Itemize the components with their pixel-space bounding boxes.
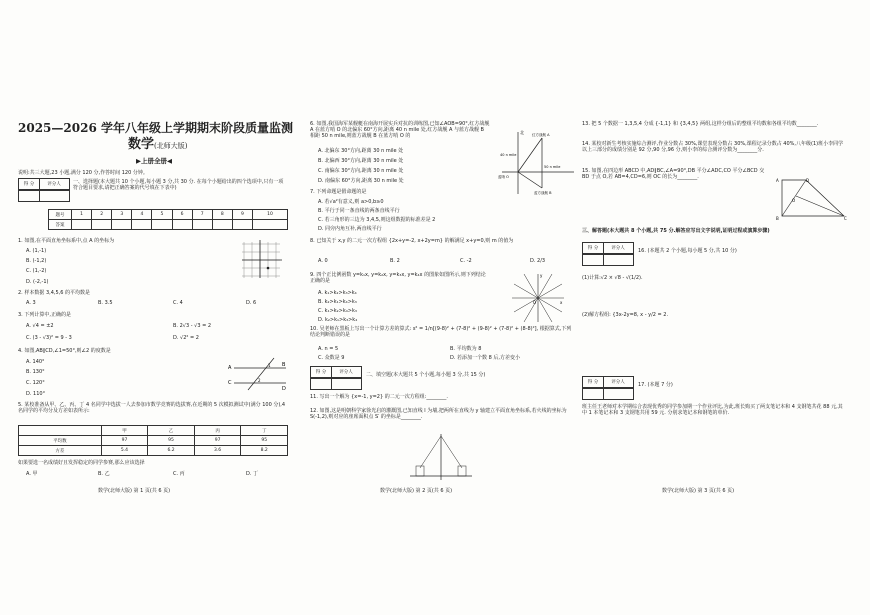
q2-option-b: B. 3.5 — [98, 300, 113, 306]
question-11: 11. 写出一个解为 {x=-1, y=2} 的二元一次方程组:________. — [310, 394, 448, 400]
fig-x-axis: x — [560, 300, 563, 305]
reviewer-label: 评分人 — [47, 182, 61, 187]
q5-option-d: D. 丁 — [246, 471, 259, 477]
fig-label-d: D — [282, 386, 286, 392]
table-row — [19, 436, 288, 446]
q4-option-c: C. 120° — [26, 380, 45, 386]
q7-option-b: B. 平行于同一条直线的两条直线平行 — [318, 208, 400, 214]
score-box-blank — [310, 377, 362, 390]
q1-option-a: A. (1,-1) — [26, 248, 47, 254]
fig-label-c: C — [228, 380, 232, 386]
answer-cell-8[interactable] — [212, 220, 232, 230]
page-1 — [18, 0, 293, 615]
table-cell: 5 — [152, 210, 172, 220]
score-label: 得 分 — [583, 243, 604, 254]
q5-score-table — [18, 425, 288, 456]
q10-option-d: D. 若添加一个数 8 后,方差变小 — [450, 355, 520, 361]
fig-o: O — [792, 198, 796, 203]
q8-option-b: B. 2 — [390, 258, 400, 264]
q1-option-c: C. (1,-2) — [26, 268, 47, 274]
section-1-heading: 一、选择题(本大题共 10 个小题,每小题 3 分,共 30 分. 在每个小题给出的四个选项中,只有一项符合题目要求,请把正确答案的代号填在下表中) — [73, 179, 284, 191]
question-10: 10. 吴老师在黑板上写出一个计算方差的算式: s² = 1/n[(9-8)² + (7-8)² + (9-8)² + (7-8)² + (8-8)²], 根据算式,下列结论判断错误的是 — [310, 326, 572, 338]
q5-option-b: B. 乙 — [98, 471, 110, 477]
answer-cell-6[interactable] — [172, 220, 192, 230]
section-2-heading: 二、填空题(本大题共 5 个小题,每小题 3 分,共 15 分) — [366, 372, 486, 378]
q1-option-d: D. (-2,-1) — [26, 279, 49, 285]
table-cell: 3 — [112, 210, 132, 220]
reviewer-label: 评分人 — [611, 380, 625, 385]
fig-label-b: B — [282, 362, 286, 368]
instructions: 说明:共三大题,23 小题,满分 120 分,作答时间 120 分钟。 — [18, 170, 148, 176]
fig-label-a: A — [228, 365, 232, 371]
fig-angle-2: 2 — [258, 378, 261, 383]
q9-option-c: C. k₁>k₂>k₄>k₃ — [318, 308, 357, 314]
question-3: 3. 下列计算中,正确的是 — [18, 312, 71, 318]
reviewer-label: 评分人 — [611, 246, 625, 251]
q10-option-b: B. 平均数为 8 — [450, 346, 482, 352]
answer-cell-9[interactable] — [232, 220, 252, 230]
q5-option-a: A. 甲 — [26, 471, 38, 477]
fig-origin: O — [533, 300, 537, 305]
question-4: 4. 如图,AB∥CD,∠1=50°,则∠2 的度数是 — [18, 348, 111, 354]
parallel-lines-figure — [228, 356, 288, 392]
q2-option-d: D. 6 — [246, 300, 257, 306]
q3-option-c: C. (3 - √3)² = 9 - 3 — [26, 335, 72, 341]
question-16: 16. (本题共 2 个小题,每小题 5 分,共 10 分) — [638, 248, 737, 254]
question-9: 9. 四个正比例函数 y=k₁x, y=k₂x, y=k₃x, y=k₄x 的图象如图所示,则下列结论正确的是 — [310, 272, 486, 284]
question-14: 14. 某校对新生考核实施综合测评,作业分数占 30%,课堂表现分数占 30%,课程记录分数占 40%,八年级(1)班小李同学以上三部分的成绩分别是 92 分,90 分,96 分,则小李的综合测评分数为________分. — [582, 141, 844, 153]
q9-option-d: D. k₂>k₁>k₃>k₄ — [318, 317, 358, 323]
answer-cell-1[interactable] — [72, 220, 92, 230]
table-header-cell — [19, 426, 102, 436]
q6-option-d: D. 南偏东 60°方向,距离 30 n mile 处 — [318, 178, 404, 184]
table-cell: 5.4 — [101, 446, 148, 456]
question-15: 15. 如图,在四边形 ABCD 中,AD∥BC,∠A=90°,DB 平分∠ADC,CO 平分∠BCD 交 BD 于点 O,若 AB=4,CD=6,则 OC 的长为________. — [582, 168, 765, 180]
score-label: 得 分 — [19, 179, 40, 190]
table-cell: 97 — [194, 436, 241, 446]
score-blank — [19, 190, 40, 201]
q9-option-b: B. k₂>k₁>k₄>k₃ — [318, 299, 357, 305]
exam-title: 2025—2026 学年八年级上学期期末阶段质量监测 — [18, 121, 293, 135]
table-cell: 方差 — [19, 446, 102, 456]
score-blank — [311, 378, 332, 389]
table-header-cell: 丙 — [194, 426, 241, 436]
q7-option-a: A. 若√a²有意义,则 a>0,b≥0 — [318, 199, 384, 205]
q3-option-b: B. 2√3 - √3 = 2 — [173, 323, 212, 329]
table-cell: 2 — [92, 210, 112, 220]
table-cell: 97 — [101, 436, 148, 446]
coordinate-grid-figure — [240, 238, 284, 280]
answer-table-row-numbers — [49, 210, 288, 220]
page-footer: 数学(北师大版) 第 1 页(共 6 页) — [98, 488, 171, 494]
q7-option-d: D. 同旁内角互补,两直线平行 — [318, 226, 382, 232]
answer-cell-5[interactable] — [152, 220, 172, 230]
question-7: 7. 下列命题是假命题的是 — [310, 189, 367, 195]
edition-text: (北师大版) — [154, 142, 188, 150]
score-blank — [583, 254, 604, 265]
table-cell: 4 — [132, 210, 152, 220]
score-blank — [583, 388, 604, 399]
score-label: 得 分 — [583, 377, 604, 388]
q6-option-b: B. 北偏西 30°方向,距离 30 n mile 处 — [318, 158, 404, 164]
table-cell: 9 — [232, 210, 252, 220]
q10-option-a: A. n = 5 — [318, 346, 339, 352]
fig-north: 北 — [520, 130, 524, 135]
q5-option-c: C. 丙 — [173, 471, 185, 477]
question-2: 2. 样本数据 3,4,5,6 的平均数是 — [18, 290, 91, 296]
q9-option-a: A. k₁>k₂>k₃>k₄ — [318, 290, 357, 296]
question-17: 17. (本题 7 分) — [638, 382, 673, 388]
question-6: 6. 如图,我国海军某舰艇在南海开展实兵对抗的训练图,已知∠AOB=90°,红方战舰 A 在蓝方哨 O 的北偏东 60°方向,距离 40 n mile 处,红方战舰 A 与蓝方战舰 B 相距 50 n mile,则蓝方战舰 B 在蓝方哨 O 的 — [310, 121, 490, 139]
fig-y-axis: y — [540, 273, 543, 278]
reviewer-label: 评分人 — [339, 370, 353, 375]
score-box-blank — [582, 387, 634, 400]
q1-option-b: B. (-1,2) — [26, 258, 47, 264]
table-label: 题号 — [49, 210, 72, 220]
table-cell: 95 — [241, 436, 288, 446]
question-17-text: 班主任王老师对本学期综合表现优秀的同学参加期一个作业评比,为此,班长购买了两支笔记本和 4 支钢笔共花 88 元,其中 1 本笔记本和 3 支钢笔共用 59 元. 分别求笔记本和钢笔的单价. — [582, 404, 843, 416]
q10-option-c: C. 众数是 9 — [318, 355, 345, 361]
score-box-blank — [582, 253, 634, 266]
q4-option-a: A. 140° — [26, 359, 45, 365]
answer-cell-3[interactable] — [112, 220, 132, 230]
q6-option-a: A. 北偏东 30°方向,距离 30 n mile 处 — [318, 148, 404, 154]
fig-b: B — [776, 216, 779, 221]
q2-option-c: C. 4 — [173, 300, 183, 306]
question-13: 13. 把 5 个数据一 1,3,5,4 分成 {-1,1} 和 {3,4,5} 两组,这样分组后的整组平均数和各组平均数________. — [582, 121, 819, 127]
q4-option-d: D. 110° — [26, 391, 46, 397]
table-cell: 95 — [148, 436, 195, 446]
question-12: 12. 如图,这是明朝科学家徐光启的灌溉图,已知直线 l 为墙,把两所在直线为 y 轴建立平面直角坐标系,若火线的坐标为 S(-1,2),则对应的座席面积点 S′ 的坐标是________. — [310, 408, 567, 420]
table-cell: 6.2 — [148, 446, 195, 456]
irrigation-figure — [406, 432, 476, 484]
page-footer: 数学(北师大版) 第 2 页(共 6 页) — [380, 488, 453, 494]
proportional-functions-figure — [510, 272, 566, 324]
question-5: 5. 某校准备从甲、乙、丙、丁 4 名同学中选拔一人去参加市数学竞赛的选拔赛,在近期的 5 次模拟测试中(满分 100 分),4 名同学的平均分及方差如表所示: — [18, 402, 286, 414]
question-16-part-2: (2)解方程组: {3x-2y=8, x - y/2 = 2. — [582, 312, 669, 318]
table-header-cell: 甲 — [101, 426, 148, 436]
answer-table-row-answers — [49, 220, 288, 230]
question-1: 1. 如图,在平面直角坐标系中,点 A 的坐标为 — [18, 238, 115, 244]
fig-d: D — [806, 178, 810, 183]
fig-dist-40: 40 n mile — [500, 153, 517, 157]
q2-option-a: A. 3 — [26, 300, 36, 306]
quadrilateral-figure — [774, 176, 850, 222]
subject-text: 数学 — [128, 137, 155, 152]
table-cell: 6 — [172, 210, 192, 220]
q5-tail: 如果要选一名成绩好且发挥稳定的同学参赛,那么应该选择 — [18, 460, 145, 466]
table-cell: 10 — [252, 210, 287, 220]
page-footer: 数学(北师大版) 第 3 页(共 6 页) — [662, 488, 735, 494]
score-label: 得 分 — [311, 367, 332, 378]
table-cell: 8 — [212, 210, 232, 220]
q8-option-c: C. -2 — [460, 258, 472, 264]
page-3 — [582, 0, 854, 615]
volume-label: ▶上册全册◀ — [136, 157, 172, 165]
fig-c: C — [844, 216, 847, 221]
q3-option-d: D. √2² = 2 — [173, 335, 199, 341]
fig-blue-post: 蓝哨 O — [498, 175, 509, 179]
q6-option-c: C. 南偏东 30°方向,距离 30 n mile 处 — [318, 168, 404, 174]
table-cell: 1 — [72, 210, 92, 220]
q5-table-header — [19, 426, 288, 436]
q7-option-c: C. 若三角形的三边为 3,4,5,则这组数据的标准差是 2 — [318, 217, 436, 223]
answer-cell-10[interactable] — [252, 220, 287, 230]
q3-option-a: A. √4 = ±2 — [26, 323, 54, 329]
naval-bearing-figure — [498, 128, 578, 196]
table-header-cell: 乙 — [148, 426, 195, 436]
question-8: 8. 已知关于 x,y 的二元一次方程组 {2x+y=-2, x+2y=m} 的解满足 x+y=0,则 m 的值为 — [310, 238, 514, 244]
table-cell: 3.6 — [194, 446, 241, 456]
q8-option-a: A. 0 — [318, 258, 328, 264]
page-2 — [310, 0, 578, 615]
fig-red-ship: 红方战舰 A — [532, 133, 550, 137]
table-cell: 平均数 — [19, 436, 102, 446]
table-cell: 7 — [192, 210, 212, 220]
q4-option-b: B. 130° — [26, 369, 45, 375]
section-3-heading: 三、解答题(本大题共 8 个小题,共 75 分.解答应写出文字说明,证明过程或演算步骤) — [582, 228, 770, 234]
table-row — [19, 446, 288, 456]
answer-cell-7[interactable] — [192, 220, 212, 230]
answer-table — [48, 209, 288, 230]
answer-cell-4[interactable] — [132, 220, 152, 230]
fig-angle-1: 1 — [268, 363, 271, 368]
fig-a: A — [776, 178, 779, 183]
table-cell: 8.2 — [241, 446, 288, 456]
answer-cell-2[interactable] — [92, 220, 112, 230]
score-box-blank — [18, 189, 70, 202]
question-16-part-1: (1)计算:√2 × √8 - √(1/2). — [582, 275, 643, 281]
exam-subject — [128, 137, 187, 154]
fig-dist-50: 50 n mile — [544, 165, 561, 169]
table-header-cell: 丁 — [241, 426, 288, 436]
fig-blue-ship: 蓝方战舰 B — [534, 191, 552, 195]
table-label: 答案 — [49, 220, 72, 230]
q8-option-d: D. 2/3 — [530, 258, 546, 264]
